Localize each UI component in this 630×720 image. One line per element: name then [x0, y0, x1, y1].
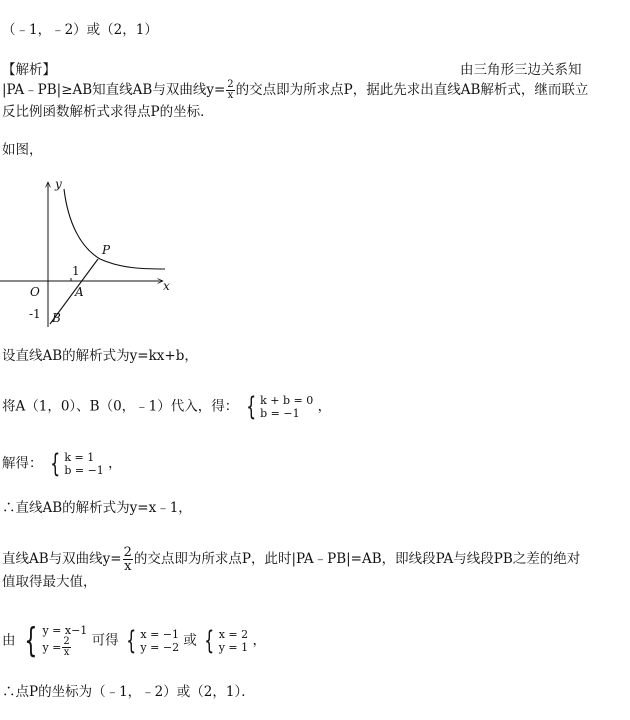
analysis-line-2	[2, 80, 588, 101]
substitute-text: 将A（1，0）、B（0，﹣1）代入，得：	[2, 398, 239, 415]
fraction-numerator: 2	[123, 545, 132, 560]
final-answer-line: ∴点P的坐标为（﹣1，﹣2）或（2，1）．	[2, 684, 255, 700]
function-graph	[0, 172, 190, 332]
substitute-line	[2, 394, 331, 420]
fraction-2-over-x-large	[123, 546, 133, 573]
huo-text: 或	[183, 632, 197, 649]
equation-system-1	[243, 394, 314, 420]
solve-line	[2, 451, 122, 477]
analysis-right-text: 由三角形三边关系知	[460, 62, 582, 78]
brace-icon: {	[126, 626, 137, 656]
set-line: 设直线AB的解析式为y=kx+b，	[2, 348, 198, 364]
equation-system-3	[20, 621, 88, 661]
x-axis-label: x	[163, 279, 170, 293]
tick-neg-one-label: -1	[29, 307, 41, 321]
equation-system-4	[123, 628, 179, 654]
system-3-row-2: y = $\frac{2}{x}$	[42, 636, 70, 658]
hyperbola-curve	[64, 189, 165, 269]
y-axis-label: y	[55, 177, 62, 191]
tick-one-label: 1	[72, 264, 80, 278]
point-p-label: P	[102, 243, 111, 257]
point-a-label: A	[75, 285, 84, 299]
ke-de-text: 可得	[91, 632, 119, 649]
fraction-numerator: 2	[227, 79, 234, 90]
intersection-start: 直线AB与双曲线y=	[2, 551, 122, 567]
you-text: 由	[2, 632, 16, 649]
answer-line: （﹣1，﹣2）或（2，1）	[2, 22, 158, 38]
fraction-2-over-x	[226, 80, 234, 101]
system-4-row-1: x = −1	[140, 628, 180, 641]
analysis-label: 【解析】	[2, 62, 56, 78]
therefore-ab-line: ∴直线AB的解析式为y=x﹣1，	[2, 500, 192, 516]
system-1-row-2: b = −1	[260, 407, 300, 420]
system-5-tail: ，	[252, 632, 266, 649]
system-5-row-1: x = 2	[218, 628, 249, 641]
brace-icon: {	[24, 621, 38, 661]
system-1-tail: ，	[317, 398, 332, 415]
intersection-line	[2, 546, 580, 573]
fraction-2-over-x-small: $\frac{2}{x}$	[63, 636, 70, 658]
fraction-denominator: x	[227, 90, 234, 101]
solve-label: 解得：	[2, 455, 43, 472]
system-5-row-2: y = 1	[218, 641, 249, 654]
brace-icon: {	[204, 626, 215, 656]
analysis-line-2-end: 的交点即为所求点P，据此先求出直线AB解析式，继而联立	[235, 82, 589, 98]
system-2-row-2: b = −1	[64, 464, 104, 477]
intersection-line-2: 值取得最大值，	[2, 574, 97, 590]
point-b-label: B	[52, 311, 61, 325]
system-4-row-2: y = −2	[140, 641, 180, 654]
brace-icon: {	[50, 449, 61, 479]
ru-tu-text: 如图，	[2, 142, 43, 158]
system-3-row-1: y = x−1	[42, 624, 88, 637]
analysis-line-2-start: |PA﹣PB|≥AB知直线AB与双曲线y=	[2, 82, 226, 98]
analysis-line-3: 反比例函数解析式求得点P的坐标．	[2, 104, 214, 120]
system-2-tail: ，	[108, 455, 122, 472]
system-1-row-1: k + b = 0	[260, 394, 314, 407]
fraction-denominator: x	[124, 559, 132, 574]
combined-system-line	[2, 621, 266, 661]
equation-system-2	[47, 451, 104, 477]
equation-system-5	[201, 628, 248, 654]
brace-icon: {	[245, 392, 256, 422]
intersection-end: 的交点即为所求点P，此时|PA﹣PB|=AB，即线段PA与线段PB之差的绝对	[133, 551, 581, 567]
system-2-row-1: k = 1	[64, 451, 95, 464]
origin-label: O	[30, 285, 40, 299]
